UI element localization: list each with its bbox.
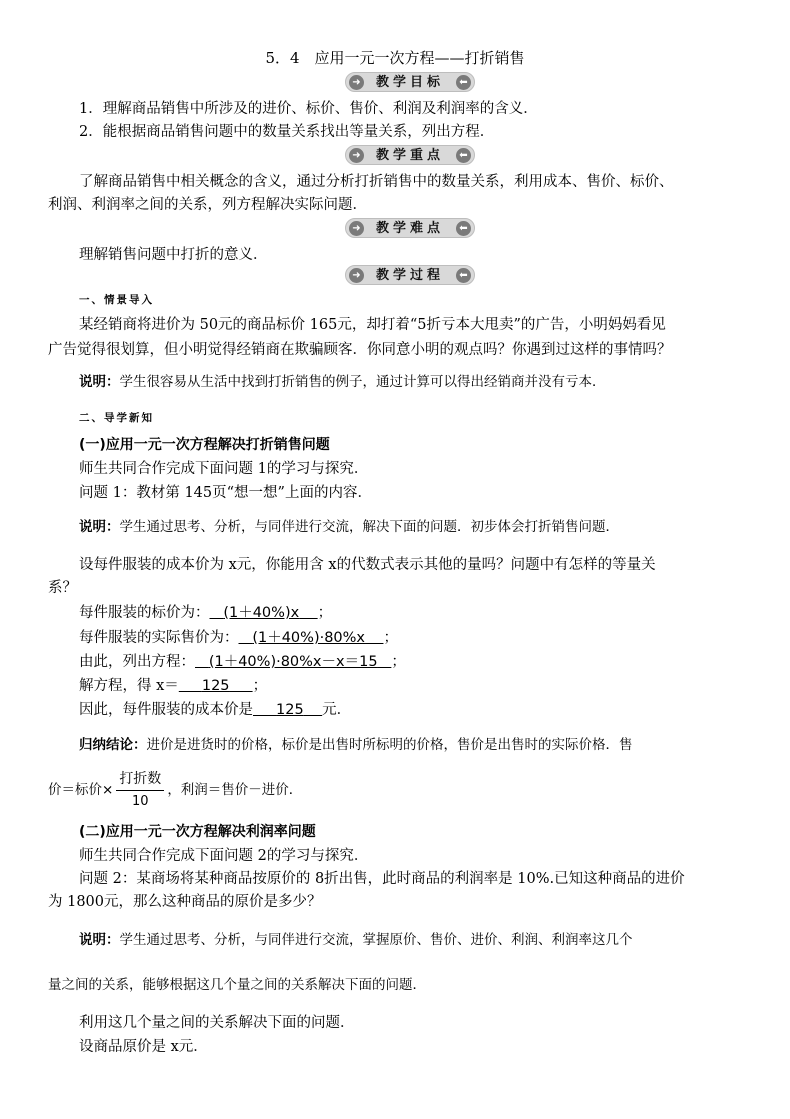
question-line-2: 系？ bbox=[48, 580, 77, 596]
problem-1: 问题 1：教材第 145页“想一想”上面的内容． bbox=[79, 485, 372, 501]
note-label: 说明： bbox=[79, 374, 120, 390]
fill-line-solve bbox=[79, 676, 267, 696]
fill-line-actual-price bbox=[79, 628, 398, 648]
formula-prefix: 价＝标价× bbox=[48, 782, 114, 798]
subsection-1-title: (一)应用一元一次方程解决打折销售问题 bbox=[79, 437, 330, 453]
note-text: 学生通过思考、分析，与同伴进行交流，解决下面的问题．初步体会打折销售问题． bbox=[119, 519, 619, 535]
use-relations-line: 利用这几个量之间的关系解决下面的问题． bbox=[79, 1015, 355, 1031]
arrow-right-icon: ➜ bbox=[349, 268, 364, 283]
note-text: 学生很容易从生活中找到打折销售的例子，通过计算可以得出经销商并没有亏本． bbox=[119, 374, 606, 390]
subsection-1-intro: 师生共同合作完成下面问题 1的学习与探究． bbox=[79, 461, 369, 477]
subsection-2-intro: 师生共同合作完成下面问题 2的学习与探究． bbox=[79, 848, 369, 864]
conclusion-formula bbox=[48, 768, 302, 812]
fill-end: ； bbox=[252, 678, 268, 694]
fill-line-equation bbox=[79, 652, 406, 672]
fill-label: 每件服装的标价为： bbox=[79, 605, 210, 621]
note-1 bbox=[79, 517, 619, 537]
intro-note bbox=[79, 372, 606, 392]
goal-1: 1．理解商品销售中所涉及的进价、标价、售价、利润及利润率的含义． bbox=[79, 101, 538, 117]
difficulty-text: 理解销售问题中打折的意义． bbox=[79, 247, 268, 263]
note-2-line-2: 量之间的关系，能够根据这几个量之间的关系解决下面的问题． bbox=[48, 977, 426, 993]
arrow-left-icon: ⬅ bbox=[456, 75, 471, 90]
formula-suffix: ，利润＝售价－进价． bbox=[167, 782, 303, 798]
arrow-left-icon: ⬅ bbox=[456, 221, 471, 236]
key-point-line-1: 了解商品销售中相关概念的含义，通过分析打折销售中的数量关系，利用成本、售价、标价、 bbox=[79, 174, 674, 190]
fill-label: 由此，列出方程： bbox=[79, 654, 195, 670]
set-variable-line: 设商品原价是 x元． bbox=[79, 1039, 208, 1055]
section-heading-intro: 一、情景导入 bbox=[79, 294, 154, 306]
arrow-right-icon: ➜ bbox=[349, 148, 364, 163]
fill-answer: (1＋40%)·80%x－x＝15 bbox=[208, 654, 378, 670]
subsection-2-title: (二)应用一元一次方程解决利润率问题 bbox=[79, 824, 316, 840]
fill-end: ； bbox=[391, 654, 406, 670]
arrow-right-icon: ➜ bbox=[349, 75, 364, 90]
question-line-1: 设每件服装的成本价为 x元，你能用含 x的代数式表示其他的量吗？问题中有怎样的等量关 bbox=[79, 557, 656, 573]
fraction-denominator: 10 bbox=[132, 793, 149, 809]
banner-label: 教学重点 bbox=[375, 148, 444, 163]
banner-key-points bbox=[345, 145, 475, 165]
banner-difficulties bbox=[345, 218, 475, 238]
section-heading-new-knowledge: 二、导学新知 bbox=[79, 412, 154, 424]
banner-label: 教学目标 bbox=[375, 75, 444, 90]
fraction-numerator: 打折数 bbox=[116, 770, 164, 791]
fill-answer: (1＋40%)x bbox=[223, 605, 300, 621]
fill-line-cost bbox=[79, 700, 351, 720]
note-label: 说明： bbox=[79, 932, 120, 948]
banner-label: 教学难点 bbox=[375, 221, 444, 236]
note-2-line-1 bbox=[79, 930, 633, 950]
fill-answer: 125 bbox=[276, 702, 304, 718]
intro-paragraph-line-2: 广告觉得很划算，但小明觉得经销商在欺骗顾客．你同意小明的观点吗？你遇到过这样的事情吗？ bbox=[48, 342, 672, 358]
banner-label: 教学过程 bbox=[375, 268, 444, 283]
intro-paragraph-line-1: 某经销商将进价为 50元的商品标价 165元，却打着“5折亏本大甩卖”的广告，小明妈妈看见 bbox=[79, 317, 666, 333]
fill-end: ； bbox=[317, 605, 333, 621]
fill-label: 每件服装的实际售价为： bbox=[79, 630, 239, 646]
note-text: 学生通过思考、分析，与同伴进行交流，掌握原价、售价、进价、利润、利润率这几个 bbox=[119, 932, 633, 948]
page-title: 5．4 应用一元一次方程——打折销售 bbox=[265, 49, 525, 67]
conclusion-line-1 bbox=[79, 735, 633, 755]
fill-answer: (1＋40%)·80%x bbox=[252, 630, 366, 646]
fill-end: ； bbox=[383, 630, 398, 646]
problem-2-line-2: 为 1800元，那么这种商品的原价是多少？ bbox=[48, 894, 322, 910]
fill-label: 因此，每件服装的成本价是 bbox=[79, 702, 253, 718]
fill-label: 解方程，得 x＝ bbox=[79, 678, 179, 694]
fill-line-marked-price bbox=[79, 603, 332, 623]
key-point-line-2: 利润、利润率之间的关系，列方程解决实际问题． bbox=[48, 197, 367, 213]
arrow-right-icon: ➜ bbox=[349, 221, 364, 236]
goal-2: 2．能根据商品销售问题中的数量关系找出等量关系，列出方程． bbox=[79, 124, 495, 140]
banner-teaching-goals bbox=[345, 72, 475, 92]
banner-teaching-process bbox=[345, 265, 475, 285]
arrow-left-icon: ⬅ bbox=[456, 268, 471, 283]
conclusion-label: 归纳结论： bbox=[79, 737, 147, 753]
fraction bbox=[116, 770, 164, 811]
fill-end: 元． bbox=[322, 702, 352, 718]
arrow-left-icon: ⬅ bbox=[456, 148, 471, 163]
problem-2-line-1: 问题 2：某商场将某种商品按原价的 8折出售，此时商品的利润率是 10%.已知这种商品的进价 bbox=[79, 871, 685, 887]
conclusion-text: 进价是进货时的价格，标价是出售时所标明的价格，售价是出售时的实际价格．售 bbox=[146, 737, 633, 753]
fill-answer: 125 bbox=[201, 678, 230, 694]
note-label: 说明： bbox=[79, 519, 120, 535]
